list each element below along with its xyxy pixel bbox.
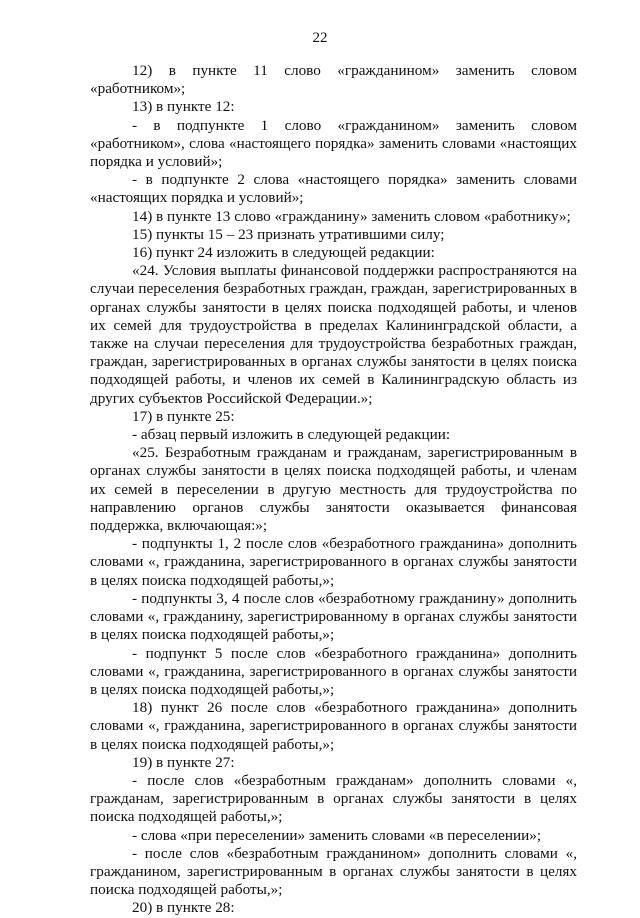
paragraph: «24. Условия выплаты финансовой поддержки распространяются на случаи переселения безработных граждан, граждан, зарегистрированных в органах службы занятости в целях поиска подходящей работы, и членов их семей для трудоустройства в пределах Калининградской области, а также на случаи переселения для трудоустройства безработных граждан, граждан, зарегистрированных в органах службы занятости в целях поиска подходящей работы, и членов их семей в Калининградскую область из других субъектов Российской Федерации.»; xyxy=(90,262,577,407)
paragraph: - подпункты 1, 2 после слов «безработного гражданина» дополнить словами «, гражданина, зарегистрированного в органах службы занятости в целях поиска подходящей работы,»; xyxy=(90,535,577,589)
paragraph: - слова «при переселении» заменить словами «в переселении»; xyxy=(132,826,542,844)
paragraph: - после слов «безработным гражданином» дополнить словами «, гражданином, зарегистрированным в органах службы занятости в целях поиска подходящей работы,»; xyxy=(90,844,577,899)
paragraph: 20) в пункте 28: xyxy=(132,899,235,917)
paragraph: - в подпункте 2 слова «настоящего порядка» заменить словами «настоящих порядка и условий»; xyxy=(90,171,577,207)
paragraph: 17) в пункте 25: xyxy=(132,407,235,425)
paragraph: 15) пункты 15 – 23 признать утратившими силу; xyxy=(132,225,445,243)
paragraph: 13) в пункте 12: xyxy=(132,98,235,116)
paragraph: - в подпункте 1 слово «гражданином» заменить словом «работником», слова «настоящего порядка» заменить словами «настоящих порядка и условий»; xyxy=(90,116,577,171)
paragraph: - подпункт 5 после слов «безработного гражданина» дополнить словами «, гражданина, зарегистрированного в органах службы занятости в целях поиска подходящей работы,»; xyxy=(90,644,577,698)
paragraph: «25. Безработным гражданам и гражданам, зарегистрированным в органах службы занятости в целях поиска подходящей работы, и членам их семей в переселении в другую местность для трудоустройства по направлению органов службы занятости оказывается финансовая поддержка, включающая:»; xyxy=(90,444,577,535)
paragraph: - абзац первый изложить в следующей редакции: xyxy=(132,426,451,444)
paragraph: 18) пункт 26 после слов «безработного гражданина» дополнить словами «, гражданина, зарегистрированного в органах службы занятости в целях поиска подходящей работы,»; xyxy=(90,699,577,753)
paragraph: 14) в пункте 13 слово «гражданину» заменить словом «работнику»; xyxy=(132,207,571,225)
paragraph: - подпункты 3, 4 после слов «безработному гражданину» дополнить словами «, гражданину, зарегистрированному в органах службы занятости в целях поиска подходящей работы,»; xyxy=(90,589,577,644)
paragraph: - после слов «безработным гражданам» дополнить словами «, гражданам, зарегистрированным в органах службы занятости в целях поиска подходящей работы,»; xyxy=(90,771,577,826)
paragraph: 19) в пункте 27: xyxy=(132,753,235,771)
paragraph: 12) в пункте 11 слово «гражданином» заменить словом «работником»; xyxy=(90,62,577,98)
paragraph: 16) пункт 24 изложить в следующей редакции: xyxy=(132,244,435,262)
document-body xyxy=(90,62,577,918)
page-number: 22 xyxy=(312,30,328,46)
